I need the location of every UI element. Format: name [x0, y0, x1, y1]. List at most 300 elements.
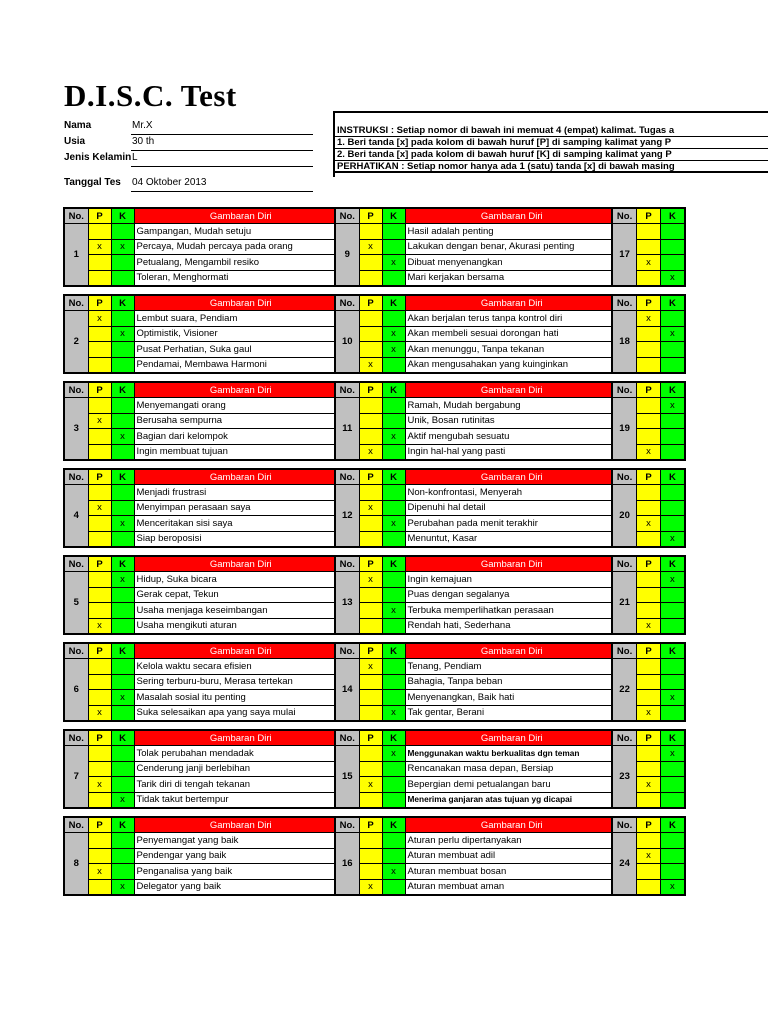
p-mark-cell[interactable]	[637, 690, 661, 706]
p-mark-cell[interactable]	[359, 690, 382, 706]
statement-text: Perubahan pada menit terakhir	[405, 516, 619, 532]
k-mark-cell[interactable]	[111, 833, 134, 849]
group-number: 6	[64, 659, 88, 721]
k-mark-cell[interactable]	[382, 485, 405, 501]
k-mark-cell[interactable]	[660, 413, 685, 429]
p-mark-cell[interactable]	[637, 485, 661, 501]
p-mark-cell[interactable]	[359, 531, 382, 547]
p-mark-cell[interactable]	[359, 587, 382, 603]
p-mark-cell[interactable]	[637, 674, 661, 690]
k-mark-cell[interactable]	[382, 239, 405, 255]
k-mark-cell[interactable]	[111, 531, 134, 547]
table-row	[64, 224, 348, 240]
p-mark-cell[interactable]	[637, 864, 661, 880]
p-mark-cell[interactable]	[88, 761, 111, 777]
p-mark-cell[interactable]: x	[359, 879, 382, 895]
table-row	[64, 429, 348, 445]
p-mark-cell[interactable]	[359, 326, 382, 342]
p-mark-cell[interactable]: x	[359, 357, 382, 373]
k-mark-cell[interactable]	[382, 833, 405, 849]
header-description: Gambaran Diri	[405, 208, 619, 224]
header-p: P	[359, 643, 382, 659]
table-row	[335, 690, 619, 706]
group-number: 17	[612, 224, 637, 286]
statement-text: Pusat Perhatian, Suka gaul	[134, 342, 348, 358]
age-underline	[131, 150, 313, 151]
k-mark-cell[interactable]	[111, 674, 134, 690]
p-mark-cell[interactable]	[88, 746, 111, 762]
k-mark-cell[interactable]	[660, 224, 685, 240]
k-mark-cell[interactable]	[382, 792, 405, 808]
p-mark-cell[interactable]	[88, 879, 111, 895]
k-mark-cell[interactable]	[111, 398, 134, 414]
statement-text: Menceritakan sisi saya	[134, 516, 348, 532]
p-mark-cell[interactable]	[637, 833, 661, 849]
p-mark-cell[interactable]	[359, 429, 382, 445]
statement-text: Mari kerjakan bersama	[405, 270, 619, 286]
p-mark-cell[interactable]	[359, 761, 382, 777]
table-row	[335, 674, 619, 690]
header-no: No.	[64, 382, 88, 398]
p-mark-cell[interactable]	[637, 572, 661, 588]
header-no: No.	[64, 469, 88, 485]
k-mark-cell[interactable]	[111, 761, 134, 777]
k-mark-cell[interactable]: x	[382, 603, 405, 619]
k-mark-cell[interactable]	[660, 255, 685, 271]
p-mark-cell[interactable]	[88, 833, 111, 849]
header-p: P	[637, 295, 661, 311]
p-mark-cell[interactable]: x	[88, 777, 111, 793]
k-mark-cell[interactable]: x	[111, 792, 134, 808]
statement-text: Menyenangkan, Baik hati	[405, 690, 619, 706]
group-17	[611, 207, 686, 287]
k-mark-cell[interactable]	[660, 342, 685, 358]
k-mark-cell[interactable]: x	[382, 746, 405, 762]
p-mark-cell[interactable]	[88, 516, 111, 532]
age-label: Usia	[64, 136, 86, 147]
k-mark-cell[interactable]	[111, 587, 134, 603]
k-mark-cell[interactable]	[111, 618, 134, 634]
k-mark-cell[interactable]: x	[660, 572, 685, 588]
k-mark-cell[interactable]	[660, 833, 685, 849]
header-p: P	[637, 208, 661, 224]
statement-text: Suka selesaikan apa yang saya mulai	[134, 705, 348, 721]
k-mark-cell[interactable]: x	[382, 705, 405, 721]
p-mark-cell[interactable]	[88, 255, 111, 271]
k-mark-cell[interactable]	[660, 429, 685, 445]
group-number: 9	[335, 224, 359, 286]
k-mark-cell[interactable]	[382, 674, 405, 690]
statement-text: Pendengar yang baik	[134, 848, 348, 864]
k-mark-cell[interactable]	[382, 777, 405, 793]
statement-text: Petualang, Mengambil resiko	[134, 255, 348, 271]
k-mark-cell[interactable]	[111, 603, 134, 619]
p-mark-cell[interactable]: x	[359, 777, 382, 793]
table-row	[612, 572, 685, 588]
k-mark-cell[interactable]	[111, 864, 134, 880]
statement-text: Bagian dari kelompok	[134, 429, 348, 445]
group-number: 15	[335, 746, 359, 808]
p-mark-cell[interactable]	[359, 224, 382, 240]
p-mark-cell[interactable]	[637, 326, 661, 342]
p-mark-cell[interactable]	[359, 705, 382, 721]
header-k: K	[382, 730, 405, 746]
k-mark-cell[interactable]	[382, 357, 405, 373]
table-row	[335, 531, 619, 547]
p-mark-cell[interactable]	[88, 485, 111, 501]
k-mark-cell[interactable]	[660, 761, 685, 777]
p-mark-cell[interactable]	[359, 864, 382, 880]
k-mark-cell[interactable]	[111, 777, 134, 793]
p-mark-cell[interactable]	[637, 603, 661, 619]
k-mark-cell[interactable]	[111, 311, 134, 327]
p-mark-cell[interactable]	[637, 357, 661, 373]
p-mark-cell[interactable]	[88, 587, 111, 603]
table-row	[335, 833, 619, 849]
k-mark-cell[interactable]	[111, 485, 134, 501]
header-no: No.	[64, 817, 88, 833]
k-mark-cell[interactable]	[660, 587, 685, 603]
statement-text: Akan menunggu, Tanpa tekanan	[405, 342, 619, 358]
k-mark-cell[interactable]	[382, 531, 405, 547]
k-mark-cell[interactable]	[660, 311, 685, 327]
k-mark-cell[interactable]: x	[660, 879, 685, 895]
p-mark-cell[interactable]	[88, 444, 111, 460]
p-mark-cell[interactable]: x	[359, 239, 382, 255]
p-mark-cell[interactable]	[359, 603, 382, 619]
p-mark-cell[interactable]	[637, 429, 661, 445]
p-mark-cell[interactable]	[359, 270, 382, 286]
p-mark-cell[interactable]	[637, 659, 661, 675]
p-mark-cell[interactable]	[359, 746, 382, 762]
p-mark-cell[interactable]	[637, 531, 661, 547]
group-20	[611, 468, 686, 548]
k-mark-cell[interactable]: x	[382, 255, 405, 271]
k-mark-cell[interactable]: x	[111, 239, 134, 255]
statement-text: Dibuat menyenangkan	[405, 255, 619, 271]
k-mark-cell[interactable]	[382, 761, 405, 777]
header-no: No.	[612, 382, 637, 398]
p-mark-cell[interactable]: x	[88, 500, 111, 516]
group-13	[334, 555, 620, 635]
k-mark-cell[interactable]	[382, 572, 405, 588]
p-mark-cell[interactable]	[359, 342, 382, 358]
k-mark-cell[interactable]	[111, 342, 134, 358]
p-mark-cell[interactable]	[359, 792, 382, 808]
k-mark-cell[interactable]: x	[111, 429, 134, 445]
p-mark-cell[interactable]	[359, 833, 382, 849]
header-p: P	[88, 643, 111, 659]
k-mark-cell[interactable]: x	[382, 326, 405, 342]
p-mark-cell[interactable]	[637, 761, 661, 777]
table-row	[335, 618, 619, 634]
p-mark-cell[interactable]	[359, 485, 382, 501]
p-mark-cell[interactable]: x	[637, 777, 661, 793]
p-mark-cell[interactable]	[359, 674, 382, 690]
k-mark-cell[interactable]: x	[382, 429, 405, 445]
p-mark-cell[interactable]	[637, 224, 661, 240]
k-mark-cell[interactable]	[382, 848, 405, 864]
p-mark-cell[interactable]	[359, 516, 382, 532]
header-k: K	[382, 208, 405, 224]
group-number: 4	[64, 485, 88, 547]
table-row	[335, 848, 619, 864]
table-row	[64, 587, 348, 603]
k-mark-cell[interactable]	[660, 864, 685, 880]
p-mark-cell[interactable]	[88, 357, 111, 373]
k-mark-cell[interactable]	[111, 357, 134, 373]
statement-text: Ramah, Mudah bergabung	[405, 398, 619, 414]
p-mark-cell[interactable]	[88, 659, 111, 675]
header-no: No.	[64, 208, 88, 224]
p-mark-cell[interactable]	[88, 603, 111, 619]
k-mark-cell[interactable]: x	[111, 879, 134, 895]
p-mark-cell[interactable]	[88, 429, 111, 445]
p-mark-cell[interactable]: x	[88, 618, 111, 634]
k-mark-cell[interactable]	[111, 255, 134, 271]
statement-text: Menerima ganjaran atas tujuan yg dicapai	[405, 792, 619, 808]
p-mark-cell[interactable]	[637, 500, 661, 516]
table-row	[64, 833, 348, 849]
k-mark-cell[interactable]	[660, 516, 685, 532]
statement-text: Akan mengusahakan yang kuinginkan	[405, 357, 619, 373]
statement-text: Kelola waktu secara efisien	[134, 659, 348, 675]
header-p: P	[359, 382, 382, 398]
k-mark-cell[interactable]	[111, 659, 134, 675]
p-mark-cell[interactable]	[637, 398, 661, 414]
p-mark-cell[interactable]: x	[637, 444, 661, 460]
statement-text: Non-konfrontasi, Menyerah	[405, 485, 619, 501]
header-k: K	[382, 817, 405, 833]
k-mark-cell[interactable]	[660, 792, 685, 808]
p-mark-cell[interactable]	[637, 587, 661, 603]
p-mark-cell[interactable]: x	[637, 255, 661, 271]
k-mark-cell[interactable]: x	[660, 746, 685, 762]
k-mark-cell[interactable]: x	[660, 270, 685, 286]
statement-text: Bahagia, Tanpa beban	[405, 674, 619, 690]
table-row	[335, 746, 619, 762]
k-mark-cell[interactable]	[660, 485, 685, 501]
statement-text: Lakukan dengan benar, Akurasi penting	[405, 239, 619, 255]
p-mark-cell[interactable]	[637, 879, 661, 895]
p-mark-cell[interactable]	[359, 618, 382, 634]
age-value: 30 th	[132, 136, 155, 147]
k-mark-cell[interactable]: x	[382, 864, 405, 880]
header-k: K	[660, 295, 685, 311]
k-mark-cell[interactable]	[660, 444, 685, 460]
k-mark-cell[interactable]	[111, 270, 134, 286]
header-k: K	[111, 469, 134, 485]
header-description: Gambaran Diri	[134, 730, 348, 746]
k-mark-cell[interactable]	[660, 659, 685, 675]
k-mark-cell[interactable]	[382, 587, 405, 603]
header-p: P	[637, 817, 661, 833]
p-mark-cell[interactable]	[637, 239, 661, 255]
k-mark-cell[interactable]: x	[111, 690, 134, 706]
table-row	[64, 705, 348, 721]
statement-text: Unik, Bosan rutinitas	[405, 413, 619, 429]
k-mark-cell[interactable]	[382, 444, 405, 460]
k-mark-cell[interactable]	[111, 224, 134, 240]
k-mark-cell[interactable]	[660, 239, 685, 255]
k-mark-cell[interactable]	[660, 618, 685, 634]
p-mark-cell[interactable]: x	[88, 239, 111, 255]
table-row	[64, 746, 348, 762]
group-number: 3	[64, 398, 88, 460]
p-mark-cell[interactable]	[637, 270, 661, 286]
k-mark-cell[interactable]: x	[111, 516, 134, 532]
k-mark-cell[interactable]	[660, 500, 685, 516]
k-mark-cell[interactable]	[382, 659, 405, 675]
statement-text: Puas dengan segalanya	[405, 587, 619, 603]
k-mark-cell[interactable]	[382, 879, 405, 895]
header-p: P	[88, 295, 111, 311]
statement-text: Aturan membuat aman	[405, 879, 619, 895]
header-description: Gambaran Diri	[405, 469, 619, 485]
p-mark-cell[interactable]	[88, 398, 111, 414]
p-mark-cell[interactable]	[359, 311, 382, 327]
statement-text: Usaha mengikuti aturan	[134, 618, 348, 634]
p-mark-cell[interactable]: x	[637, 705, 661, 721]
group-19	[611, 381, 686, 461]
k-mark-cell[interactable]: x	[660, 326, 685, 342]
header-p: P	[359, 208, 382, 224]
header-k: K	[111, 643, 134, 659]
header-p: P	[359, 730, 382, 746]
p-mark-cell[interactable]	[359, 398, 382, 414]
group-10	[334, 294, 620, 374]
statement-text: Aturan perlu dipertanyakan	[405, 833, 619, 849]
group-number: 13	[335, 572, 359, 634]
k-mark-cell[interactable]	[660, 705, 685, 721]
k-mark-cell[interactable]	[382, 413, 405, 429]
k-mark-cell[interactable]: x	[111, 326, 134, 342]
k-mark-cell[interactable]	[382, 224, 405, 240]
p-mark-cell[interactable]	[359, 255, 382, 271]
table-row	[335, 792, 619, 808]
p-mark-cell[interactable]	[88, 342, 111, 358]
header-k: K	[111, 295, 134, 311]
p-mark-cell[interactable]: x	[637, 311, 661, 327]
p-mark-cell[interactable]	[359, 848, 382, 864]
statement-text: Cenderung janji berlebihan	[134, 761, 348, 777]
header-p: P	[88, 556, 111, 572]
k-mark-cell[interactable]	[111, 705, 134, 721]
p-mark-cell[interactable]	[88, 224, 111, 240]
k-mark-cell[interactable]: x	[382, 516, 405, 532]
k-mark-cell[interactable]	[111, 413, 134, 429]
k-mark-cell[interactable]: x	[660, 398, 685, 414]
k-mark-cell[interactable]	[111, 500, 134, 516]
table-row	[64, 603, 348, 619]
k-mark-cell[interactable]	[660, 674, 685, 690]
header-no: No.	[335, 556, 359, 572]
statement-text: Akan berjalan terus tanpa kontrol diri	[405, 311, 619, 327]
table-row	[335, 224, 619, 240]
p-mark-cell[interactable]	[88, 690, 111, 706]
table-row	[335, 413, 619, 429]
k-mark-cell[interactable]	[382, 690, 405, 706]
p-mark-cell[interactable]: x	[637, 848, 661, 864]
k-mark-cell[interactable]: x	[660, 531, 685, 547]
p-mark-cell[interactable]: x	[88, 705, 111, 721]
p-mark-cell[interactable]	[88, 674, 111, 690]
table-row	[335, 398, 619, 414]
table-row	[335, 239, 619, 255]
k-mark-cell[interactable]	[382, 500, 405, 516]
table-row	[64, 879, 348, 895]
p-mark-cell[interactable]: x	[359, 659, 382, 675]
p-mark-cell[interactable]: x	[637, 516, 661, 532]
table-row	[335, 500, 619, 516]
k-mark-cell[interactable]	[660, 603, 685, 619]
p-mark-cell[interactable]: x	[359, 444, 382, 460]
group-number: 12	[335, 485, 359, 547]
header-description: Gambaran Diri	[405, 817, 619, 833]
statement-text: Tak gentar, Berani	[405, 705, 619, 721]
header-k: K	[660, 643, 685, 659]
p-mark-cell[interactable]	[637, 342, 661, 358]
group-number: 19	[612, 398, 637, 460]
p-mark-cell[interactable]	[88, 531, 111, 547]
header-p: P	[359, 817, 382, 833]
p-mark-cell[interactable]	[88, 572, 111, 588]
p-mark-cell[interactable]: x	[637, 618, 661, 634]
p-mark-cell[interactable]	[88, 270, 111, 286]
k-mark-cell[interactable]	[382, 398, 405, 414]
statement-text: Toleran, Menghormati	[134, 270, 348, 286]
p-mark-cell[interactable]: x	[359, 500, 382, 516]
k-mark-cell[interactable]	[660, 357, 685, 373]
k-mark-cell[interactable]	[111, 848, 134, 864]
table-row	[335, 255, 619, 271]
p-mark-cell[interactable]	[637, 746, 661, 762]
p-mark-cell[interactable]	[88, 326, 111, 342]
k-mark-cell[interactable]	[660, 848, 685, 864]
header-description: Gambaran Diri	[134, 469, 348, 485]
statement-text: Percaya, Mudah percaya pada orang	[134, 239, 348, 255]
k-mark-cell[interactable]	[382, 311, 405, 327]
header-k: K	[382, 295, 405, 311]
table-row	[64, 500, 348, 516]
header-p: P	[359, 469, 382, 485]
header-no: No.	[612, 295, 637, 311]
k-mark-cell[interactable]: x	[660, 690, 685, 706]
k-mark-cell[interactable]	[660, 777, 685, 793]
k-mark-cell[interactable]	[382, 270, 405, 286]
group-24	[611, 816, 686, 896]
p-mark-cell[interactable]: x	[88, 413, 111, 429]
k-mark-cell[interactable]	[111, 746, 134, 762]
header-k: K	[111, 208, 134, 224]
k-mark-cell[interactable]: x	[111, 572, 134, 588]
p-mark-cell[interactable]	[637, 413, 661, 429]
header-no: No.	[64, 556, 88, 572]
p-mark-cell[interactable]	[88, 792, 111, 808]
k-mark-cell[interactable]	[111, 444, 134, 460]
k-mark-cell[interactable]	[382, 618, 405, 634]
p-mark-cell[interactable]: x	[88, 311, 111, 327]
p-mark-cell[interactable]	[359, 413, 382, 429]
header-no: No.	[64, 643, 88, 659]
header-description: Gambaran Diri	[405, 556, 619, 572]
p-mark-cell[interactable]	[637, 792, 661, 808]
statement-text: Rencanakan masa depan, Bersiap	[405, 761, 619, 777]
k-mark-cell[interactable]: x	[382, 342, 405, 358]
p-mark-cell[interactable]: x	[359, 572, 382, 588]
p-mark-cell[interactable]: x	[88, 864, 111, 880]
p-mark-cell[interactable]	[88, 848, 111, 864]
